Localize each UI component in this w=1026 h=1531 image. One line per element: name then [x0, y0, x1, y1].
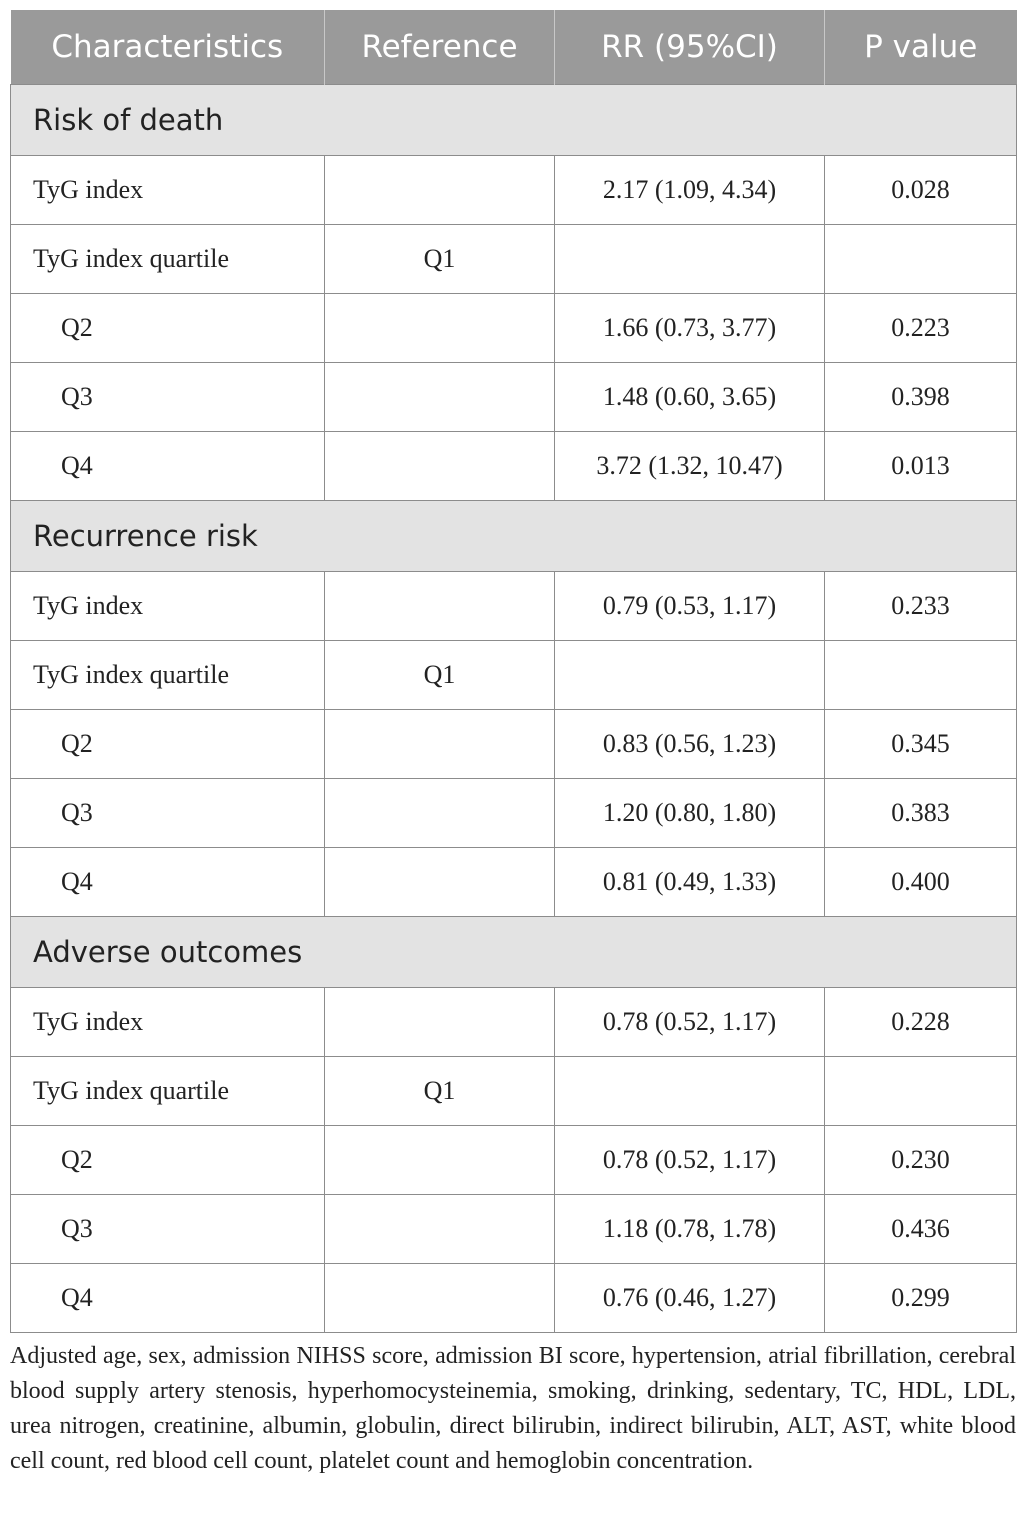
- section-row: [11, 501, 1017, 572]
- table-row: [11, 1195, 1017, 1264]
- table-row: [11, 156, 1017, 225]
- table-row: [11, 363, 1017, 432]
- cell-characteristic: Q3: [11, 363, 325, 432]
- cell-reference: [325, 156, 555, 225]
- cell-characteristic: Q4: [11, 1264, 325, 1333]
- cell-p-value: [825, 1057, 1017, 1126]
- cell-characteristic: Q3: [11, 1195, 325, 1264]
- cell-reference: Q1: [325, 225, 555, 294]
- cell-rr: [555, 641, 825, 710]
- table-row: [11, 641, 1017, 710]
- table-row: [11, 294, 1017, 363]
- header-row: [11, 10, 1017, 85]
- cell-rr: [555, 1057, 825, 1126]
- cell-rr: 3.72 (1.32, 10.47): [555, 432, 825, 501]
- cell-rr: 1.48 (0.60, 3.65): [555, 363, 825, 432]
- cell-reference: [325, 1195, 555, 1264]
- cell-characteristic: TyG index: [11, 156, 325, 225]
- cell-characteristic: Q2: [11, 1126, 325, 1195]
- cell-p-value: 0.230: [825, 1126, 1017, 1195]
- header-reference: Reference: [325, 10, 555, 85]
- cell-p-value: [825, 641, 1017, 710]
- cell-reference: [325, 432, 555, 501]
- table-footnote: Adjusted age, sex, admission NIHSS score, admission BI score, hypertension, atrial fibrillation, cerebral blood supply artery stenosis, hyperhomocysteinemia, smoking, drinking, sedentary, TC, HDL, LDL, urea nitrogen, creatinine, albumin, globulin, direct bilirubin, indirect bilirubin, ALT, AST, white blood cell count, red blood cell count, platelet count and hemoglobin concentration.: [10, 1343, 1016, 1474]
- cell-characteristic: Q2: [11, 710, 325, 779]
- cell-rr: 0.81 (0.49, 1.33): [555, 848, 825, 917]
- cell-p-value: 0.013: [825, 432, 1017, 501]
- cell-characteristic: Q3: [11, 779, 325, 848]
- cell-p-value: 0.233: [825, 572, 1017, 641]
- header-characteristics: Characteristics: [11, 10, 325, 85]
- cell-rr: 0.78 (0.52, 1.17): [555, 988, 825, 1057]
- cell-reference: Q1: [325, 641, 555, 710]
- table-row: [11, 432, 1017, 501]
- cell-p-value: 0.398: [825, 363, 1017, 432]
- cell-reference: [325, 1126, 555, 1195]
- table-row: [11, 225, 1017, 294]
- cell-p-value: [825, 225, 1017, 294]
- cell-p-value: 0.400: [825, 848, 1017, 917]
- table-row: [11, 1126, 1017, 1195]
- section-row: [11, 85, 1017, 156]
- cell-p-value: 0.345: [825, 710, 1017, 779]
- cell-rr: 2.17 (1.09, 4.34): [555, 156, 825, 225]
- cell-characteristic: Q4: [11, 432, 325, 501]
- cell-reference: [325, 1264, 555, 1333]
- table-row: [11, 1264, 1017, 1333]
- section-title: Recurrence risk: [11, 501, 1017, 572]
- cell-rr: 1.18 (0.78, 1.78): [555, 1195, 825, 1264]
- table-body: [11, 85, 1017, 1333]
- cell-rr: 0.78 (0.52, 1.17): [555, 1126, 825, 1195]
- cell-reference: [325, 848, 555, 917]
- cell-rr: 1.20 (0.80, 1.80): [555, 779, 825, 848]
- results-table: [10, 10, 1017, 1333]
- cell-p-value: 0.299: [825, 1264, 1017, 1333]
- cell-characteristic: TyG index quartile: [11, 641, 325, 710]
- cell-characteristic: TyG index: [11, 988, 325, 1057]
- cell-rr: 0.76 (0.46, 1.27): [555, 1264, 825, 1333]
- cell-reference: Q1: [325, 1057, 555, 1126]
- table-row: [11, 1057, 1017, 1126]
- cell-characteristic: TyG index quartile: [11, 1057, 325, 1126]
- section-title: Adverse outcomes: [11, 917, 1017, 988]
- table-row: [11, 779, 1017, 848]
- cell-reference: [325, 363, 555, 432]
- header-rr: RR (95%CI): [555, 10, 825, 85]
- cell-p-value: 0.228: [825, 988, 1017, 1057]
- table-row: [11, 572, 1017, 641]
- cell-reference: [325, 710, 555, 779]
- cell-p-value: 0.223: [825, 294, 1017, 363]
- cell-characteristic: Q4: [11, 848, 325, 917]
- table-row: [11, 848, 1017, 917]
- section-title: Risk of death: [11, 85, 1017, 156]
- header-p-value: P value: [825, 10, 1017, 85]
- cell-rr: 0.83 (0.56, 1.23): [555, 710, 825, 779]
- table-row: [11, 988, 1017, 1057]
- cell-reference: [325, 988, 555, 1057]
- cell-reference: [325, 294, 555, 363]
- results-table-figure: [10, 10, 1016, 1479]
- section-row: [11, 917, 1017, 988]
- cell-rr: 1.66 (0.73, 3.77): [555, 294, 825, 363]
- cell-rr: [555, 225, 825, 294]
- cell-p-value: 0.383: [825, 779, 1017, 848]
- cell-p-value: 0.028: [825, 156, 1017, 225]
- cell-reference: [325, 572, 555, 641]
- cell-characteristic: TyG index quartile: [11, 225, 325, 294]
- cell-rr: 0.79 (0.53, 1.17): [555, 572, 825, 641]
- table-row: [11, 710, 1017, 779]
- cell-characteristic: Q2: [11, 294, 325, 363]
- cell-reference: [325, 779, 555, 848]
- cell-p-value: 0.436: [825, 1195, 1017, 1264]
- cell-characteristic: TyG index: [11, 572, 325, 641]
